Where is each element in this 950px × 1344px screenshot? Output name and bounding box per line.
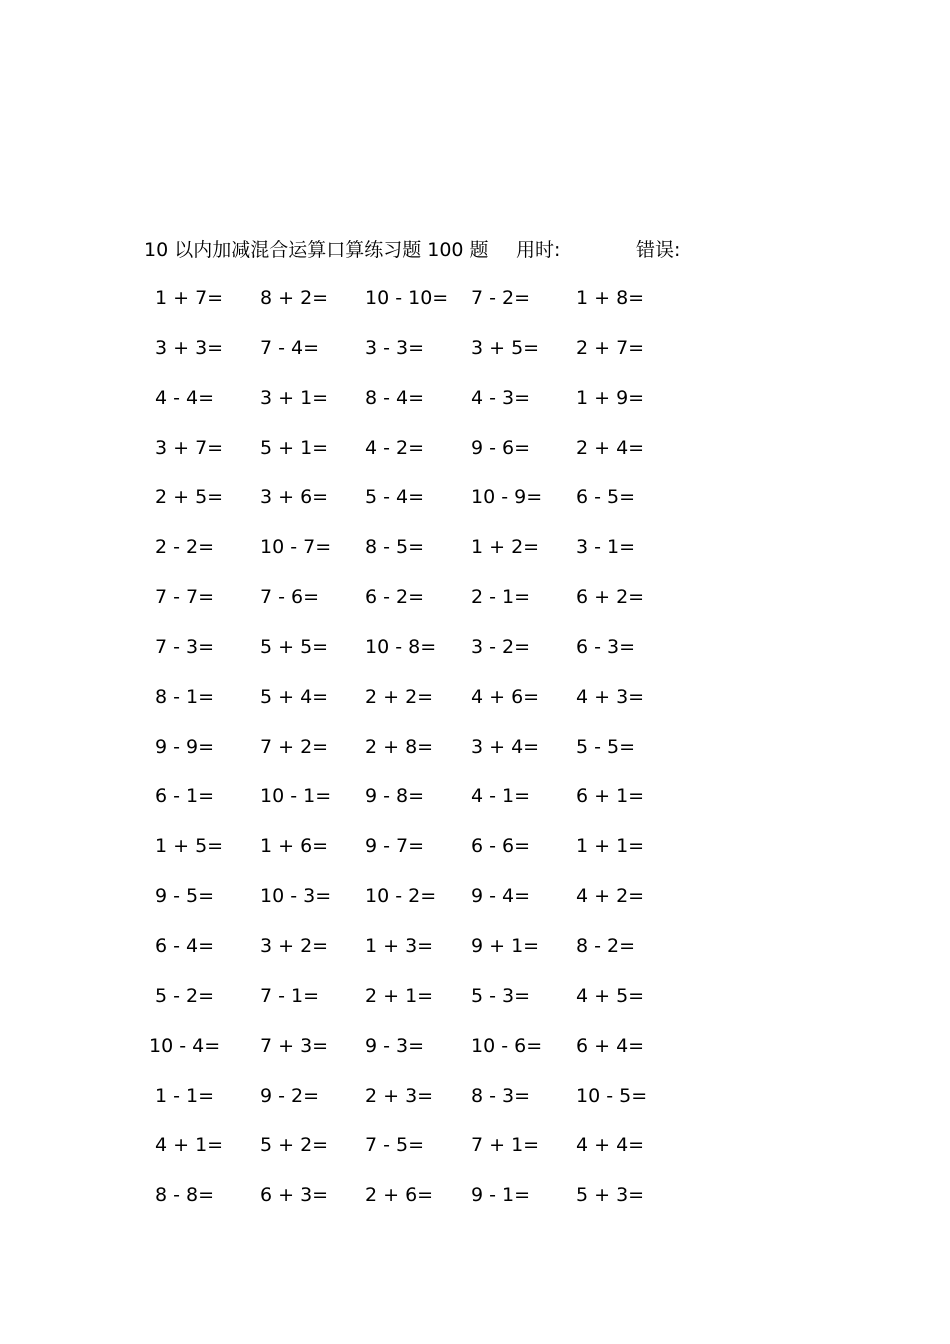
problem-row: [0, 1082, 950, 1132]
problem-item: 9 - 4=: [471, 885, 531, 908]
problem-row: [0, 633, 950, 683]
problem-row: [0, 284, 950, 334]
problem-row: [0, 932, 950, 982]
problem-item: 9 - 9=: [155, 735, 215, 758]
problem-item: 2 + 8=: [365, 735, 434, 758]
problem-row: [0, 583, 950, 633]
problem-item: 4 + 1=: [155, 1134, 224, 1157]
problem-item: 3 + 2=: [260, 934, 329, 957]
problem-item: 10 - 6=: [471, 1034, 543, 1057]
problem-grid: [0, 284, 950, 1231]
problem-item: 8 - 5=: [365, 536, 425, 559]
problem-item: 7 - 4=: [260, 336, 320, 359]
problem-item: 10 - 9=: [471, 486, 543, 509]
problem-row: [0, 434, 950, 484]
problem-item: 6 - 3=: [576, 635, 636, 658]
problem-item: 3 + 5=: [471, 336, 540, 359]
problem-item: 8 - 4=: [365, 386, 425, 409]
problem-row: [0, 384, 950, 434]
problem-item: 2 + 6=: [365, 1184, 434, 1207]
problem-item: 1 + 2=: [471, 536, 540, 559]
problem-item: 10 - 5=: [576, 1084, 648, 1107]
problem-item: 8 + 2=: [260, 287, 329, 309]
problem-row: [0, 1181, 950, 1231]
problem-item: 7 - 6=: [260, 586, 320, 609]
problem-item: 1 + 8=: [576, 287, 645, 309]
problem-item: 7 - 5=: [365, 1134, 425, 1157]
problem-item: 9 - 3=: [365, 1034, 425, 1057]
problem-item: 9 - 8=: [365, 785, 425, 808]
problem-row: [0, 782, 950, 832]
problem-item: 7 + 1=: [471, 1134, 540, 1157]
problem-item: 10 - 2=: [365, 885, 437, 908]
problem-row: [0, 334, 950, 384]
problem-item: 5 + 1=: [260, 436, 329, 459]
problem-item: 8 - 2=: [576, 934, 636, 957]
problem-item: 5 + 4=: [260, 685, 329, 708]
problem-item: 6 - 1=: [155, 785, 215, 808]
problem-item: 5 + 3=: [576, 1184, 645, 1207]
problem-item: 3 + 6=: [260, 486, 329, 509]
problem-row: [0, 533, 950, 583]
problem-item: 2 + 1=: [365, 984, 434, 1007]
problem-item: 5 - 3=: [471, 984, 531, 1007]
errors-label: 错误:: [636, 239, 681, 261]
problem-item: 5 + 5=: [260, 635, 329, 658]
problem-item: 7 - 7=: [155, 586, 215, 609]
problem-item: 3 - 1=: [576, 536, 636, 559]
problem-item: 2 + 4=: [576, 436, 645, 459]
problem-item: 1 + 3=: [365, 934, 434, 957]
problem-item: 9 + 1=: [471, 934, 540, 957]
problem-item: 4 - 1=: [471, 785, 531, 808]
problem-item: 6 - 6=: [471, 835, 531, 858]
problem-item: 4 - 2=: [365, 436, 425, 459]
problem-item: 8 - 1=: [155, 685, 215, 708]
problem-item: 7 + 3=: [260, 1034, 329, 1057]
problem-item: 4 + 3=: [576, 685, 645, 708]
problem-row: [0, 483, 950, 533]
problem-item: 1 + 7=: [155, 287, 224, 309]
problem-item: 8 - 3=: [471, 1084, 531, 1107]
problem-item: 1 + 1=: [576, 835, 645, 858]
problem-item: 1 + 5=: [155, 835, 224, 858]
problem-item: 7 - 1=: [260, 984, 320, 1007]
problem-item: 3 + 4=: [471, 735, 540, 758]
problem-item: 2 + 5=: [155, 486, 224, 509]
problem-item: 3 + 3=: [155, 336, 224, 359]
worksheet-title: 10 以内加减混合运算口算练习题 100 题: [144, 239, 489, 261]
problem-item: 10 - 3=: [260, 885, 332, 908]
problem-item: 6 - 2=: [365, 586, 425, 609]
problem-item: 10 - 10=: [365, 287, 449, 309]
problem-item: 2 + 7=: [576, 336, 645, 359]
problem-item: 3 + 1=: [260, 386, 329, 409]
problem-item: 4 - 4=: [155, 386, 215, 409]
problem-item: 3 - 3=: [365, 336, 425, 359]
problem-item: 8 - 8=: [155, 1184, 215, 1207]
problem-item: 10 - 4=: [149, 1034, 221, 1057]
problem-item: 2 + 3=: [365, 1084, 434, 1107]
problem-item: 5 - 4=: [365, 486, 425, 509]
problem-item: 2 - 1=: [471, 586, 531, 609]
problem-item: 6 + 3=: [260, 1184, 329, 1207]
problem-item: 2 + 2=: [365, 685, 434, 708]
problem-item: 6 + 4=: [576, 1034, 645, 1057]
problem-row: [0, 832, 950, 882]
problem-item: 3 + 7=: [155, 436, 224, 459]
problem-row: [0, 982, 950, 1032]
problem-item: 1 + 9=: [576, 386, 645, 409]
time-used-label: 用时:: [516, 239, 561, 261]
problem-item: 6 - 5=: [576, 486, 636, 509]
problem-item: 10 - 1=: [260, 785, 332, 808]
problem-item: 9 - 6=: [471, 436, 531, 459]
problem-item: 4 + 5=: [576, 984, 645, 1007]
worksheet-header: [144, 236, 764, 264]
problem-item: 9 - 1=: [471, 1184, 531, 1207]
problem-item: 5 + 2=: [260, 1134, 329, 1157]
problem-item: 5 - 5=: [576, 735, 636, 758]
problem-item: 6 - 4=: [155, 934, 215, 957]
problem-row: [0, 882, 950, 932]
problem-item: 1 - 1=: [155, 1084, 215, 1107]
problem-row: [0, 683, 950, 733]
problem-item: 10 - 8=: [365, 635, 437, 658]
problem-item: 5 - 2=: [155, 984, 215, 1007]
problem-item: 4 + 4=: [576, 1134, 645, 1157]
problem-item: 4 + 6=: [471, 685, 540, 708]
problem-row: [0, 1131, 950, 1181]
problem-row: [0, 1032, 950, 1082]
problem-item: 1 + 6=: [260, 835, 329, 858]
problem-row: [0, 733, 950, 783]
problem-item: 4 - 3=: [471, 386, 531, 409]
problem-item: 2 - 2=: [155, 536, 215, 559]
problem-item: 4 + 2=: [576, 885, 645, 908]
problem-item: 9 - 2=: [260, 1084, 320, 1107]
problem-item: 7 - 2=: [471, 287, 531, 309]
problem-item: 3 - 2=: [471, 635, 531, 658]
problem-item: 9 - 5=: [155, 885, 215, 908]
problem-item: 6 + 1=: [576, 785, 645, 808]
problem-item: 6 + 2=: [576, 586, 645, 609]
problem-item: 9 - 7=: [365, 835, 425, 858]
problem-item: 10 - 7=: [260, 536, 332, 559]
problem-item: 7 + 2=: [260, 735, 329, 758]
problem-item: 7 - 3=: [155, 635, 215, 658]
